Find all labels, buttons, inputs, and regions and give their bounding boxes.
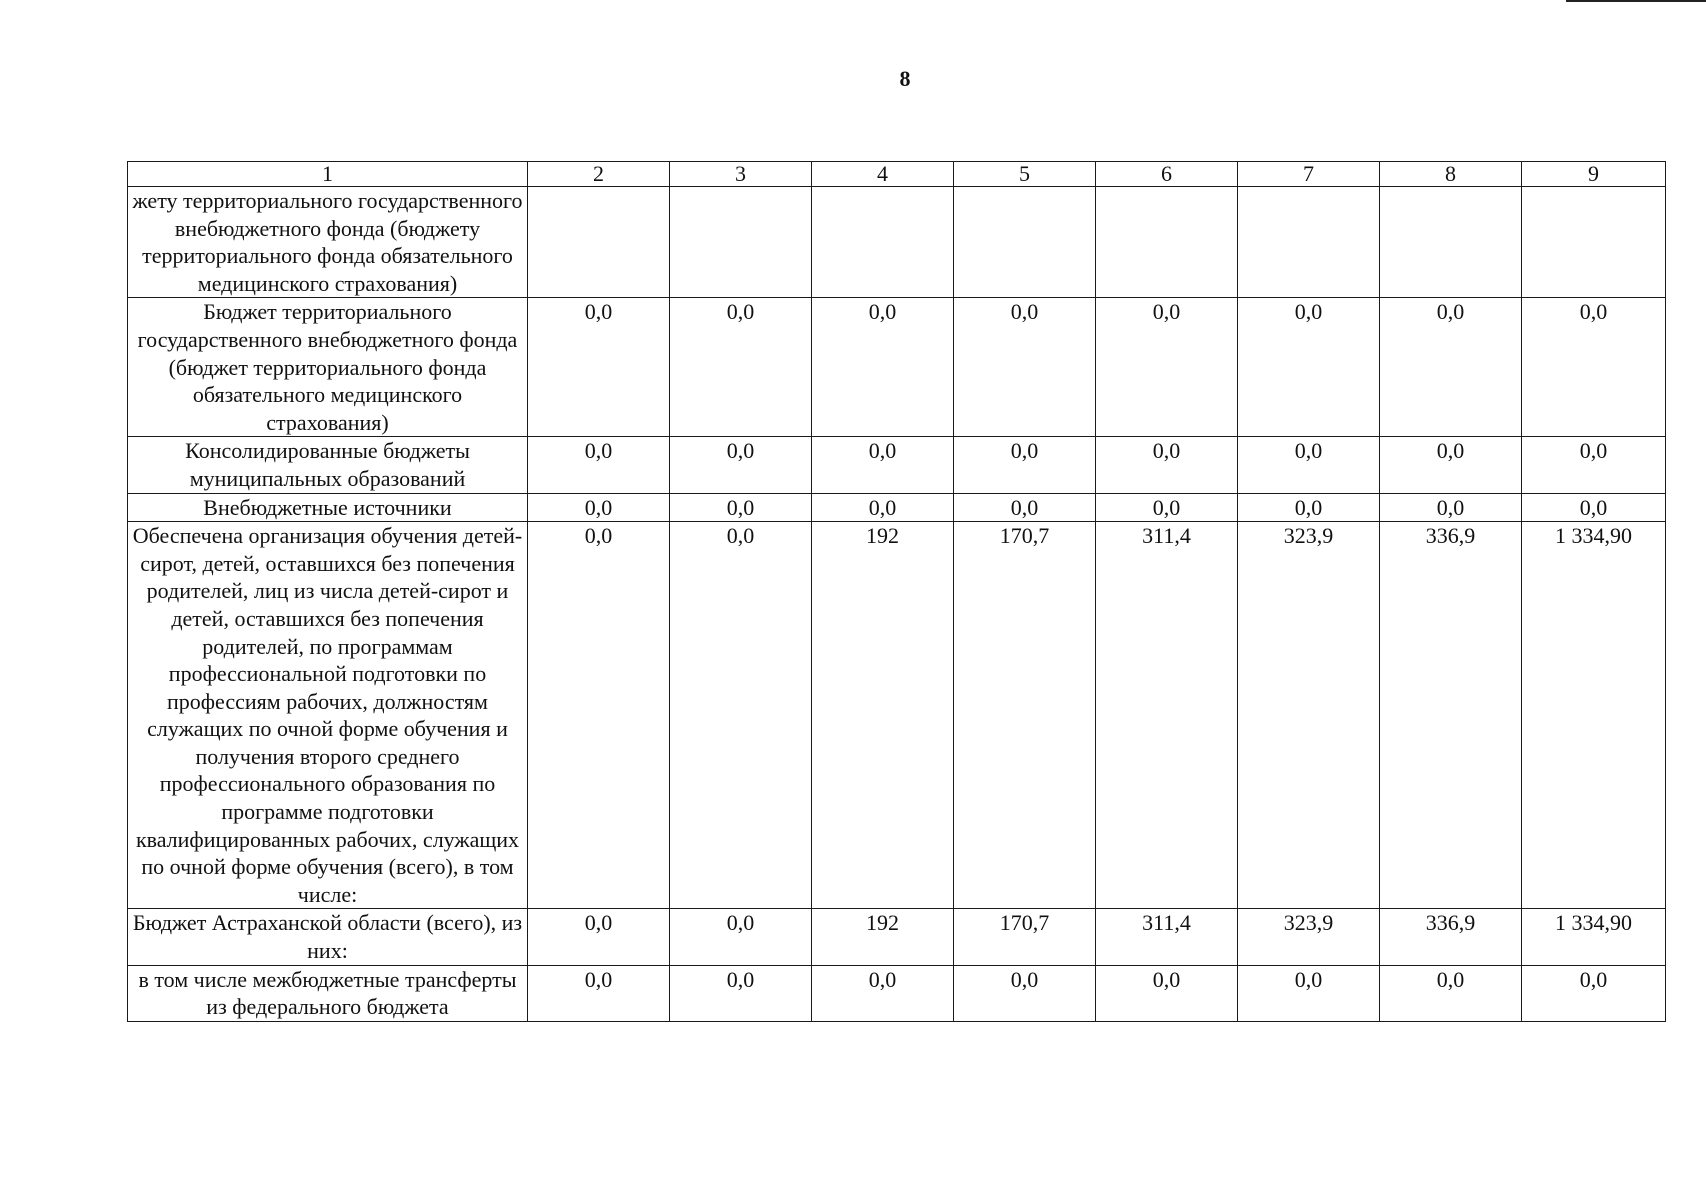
value-cell: 0,0	[954, 493, 1096, 522]
value-cell: 0,0	[1096, 493, 1238, 522]
value-cell: 192	[812, 522, 954, 909]
column-number: 4	[812, 162, 954, 187]
column-number: 2	[528, 162, 670, 187]
row-label: Бюджет Астраханской области (всего), из них:	[128, 909, 528, 965]
table-row	[128, 522, 1666, 909]
value-cell: 0,0	[528, 909, 670, 965]
table-row	[128, 909, 1666, 965]
row-label: Консолидированные бюджеты муниципальных образований	[128, 437, 528, 493]
value-cell: 0,0	[812, 298, 954, 437]
value-cell: 0,0	[812, 437, 954, 493]
value-cell: 0,0	[954, 437, 1096, 493]
value-cell: 0,0	[1522, 298, 1666, 437]
column-number-row	[128, 162, 1666, 187]
value-cell	[670, 187, 812, 298]
column-number: 7	[1238, 162, 1380, 187]
value-cell: 0,0	[1096, 965, 1238, 1021]
row-label: жету территориального государственного внебюджетного фонда (бюджету территориального фонда обязательного медицинского страхования)	[128, 187, 528, 298]
table-row	[128, 298, 1666, 437]
value-cell: 1 334,90	[1522, 909, 1666, 965]
value-cell: 0,0	[812, 493, 954, 522]
value-cell: 0,0	[528, 437, 670, 493]
column-number: 9	[1522, 162, 1666, 187]
value-cell: 0,0	[528, 965, 670, 1021]
value-cell: 0,0	[1238, 493, 1380, 522]
value-cell	[1380, 187, 1522, 298]
value-cell: 170,7	[954, 909, 1096, 965]
row-label: Бюджет территориального государственного внебюджетного фонда (бюджет территориального фонда обязательного медицинского страхования)	[128, 298, 528, 437]
value-cell: 0,0	[670, 522, 812, 909]
value-cell: 0,0	[1096, 437, 1238, 493]
value-cell: 0,0	[670, 909, 812, 965]
value-cell	[1096, 187, 1238, 298]
table-row	[128, 965, 1666, 1021]
value-cell: 323,9	[1238, 522, 1380, 909]
column-number: 3	[670, 162, 812, 187]
top-rule	[1566, 0, 1706, 2]
value-cell: 0,0	[1522, 437, 1666, 493]
value-cell: 0,0	[954, 965, 1096, 1021]
value-cell: 170,7	[954, 522, 1096, 909]
budget-table	[127, 161, 1666, 1022]
table-row	[128, 493, 1666, 522]
value-cell: 0,0	[670, 298, 812, 437]
value-cell: 336,9	[1380, 522, 1522, 909]
column-number: 6	[1096, 162, 1238, 187]
value-cell	[1522, 187, 1666, 298]
table-row	[128, 437, 1666, 493]
value-cell: 0,0	[670, 493, 812, 522]
value-cell: 311,4	[1096, 909, 1238, 965]
value-cell: 0,0	[528, 298, 670, 437]
table-row	[128, 187, 1666, 298]
value-cell: 192	[812, 909, 954, 965]
row-label: Внебюджетные источники	[128, 493, 528, 522]
value-cell	[954, 187, 1096, 298]
value-cell	[812, 187, 954, 298]
column-number: 8	[1380, 162, 1522, 187]
value-cell: 0,0	[670, 965, 812, 1021]
row-label: Обеспечена организация обучения детей-сирот, детей, оставшихся без попечения родителей, лиц из числа детей-сирот и детей, оставшихся без попечения родителей, по программам профессиональной подготовки по профессиям рабочих, должностям служащих по очной форме обучения и получения второго среднего профессионального образования по программе подготовки квалифицированных рабочих, служащих по очной форме обучения (всего), в том числе:	[128, 522, 528, 909]
value-cell: 0,0	[812, 965, 954, 1021]
value-cell: 1 334,90	[1522, 522, 1666, 909]
value-cell: 0,0	[528, 522, 670, 909]
value-cell: 0,0	[1238, 437, 1380, 493]
value-cell: 0,0	[1522, 493, 1666, 522]
value-cell: 0,0	[1380, 298, 1522, 437]
value-cell: 0,0	[1522, 965, 1666, 1021]
value-cell	[1238, 187, 1380, 298]
value-cell: 0,0	[1380, 493, 1522, 522]
value-cell: 0,0	[1380, 965, 1522, 1021]
value-cell: 0,0	[954, 298, 1096, 437]
value-cell: 0,0	[1238, 965, 1380, 1021]
column-number: 5	[954, 162, 1096, 187]
value-cell: 311,4	[1096, 522, 1238, 909]
value-cell: 0,0	[528, 493, 670, 522]
value-cell: 336,9	[1380, 909, 1522, 965]
value-cell: 0,0	[670, 437, 812, 493]
column-number: 1	[128, 162, 528, 187]
value-cell: 0,0	[1096, 298, 1238, 437]
page-number: 8	[899, 66, 911, 91]
value-cell: 323,9	[1238, 909, 1380, 965]
value-cell: 0,0	[1238, 298, 1380, 437]
value-cell: 0,0	[1380, 437, 1522, 493]
row-label: в том числе межбюджетные трансферты из федерального бюджета	[128, 965, 528, 1021]
value-cell	[528, 187, 670, 298]
